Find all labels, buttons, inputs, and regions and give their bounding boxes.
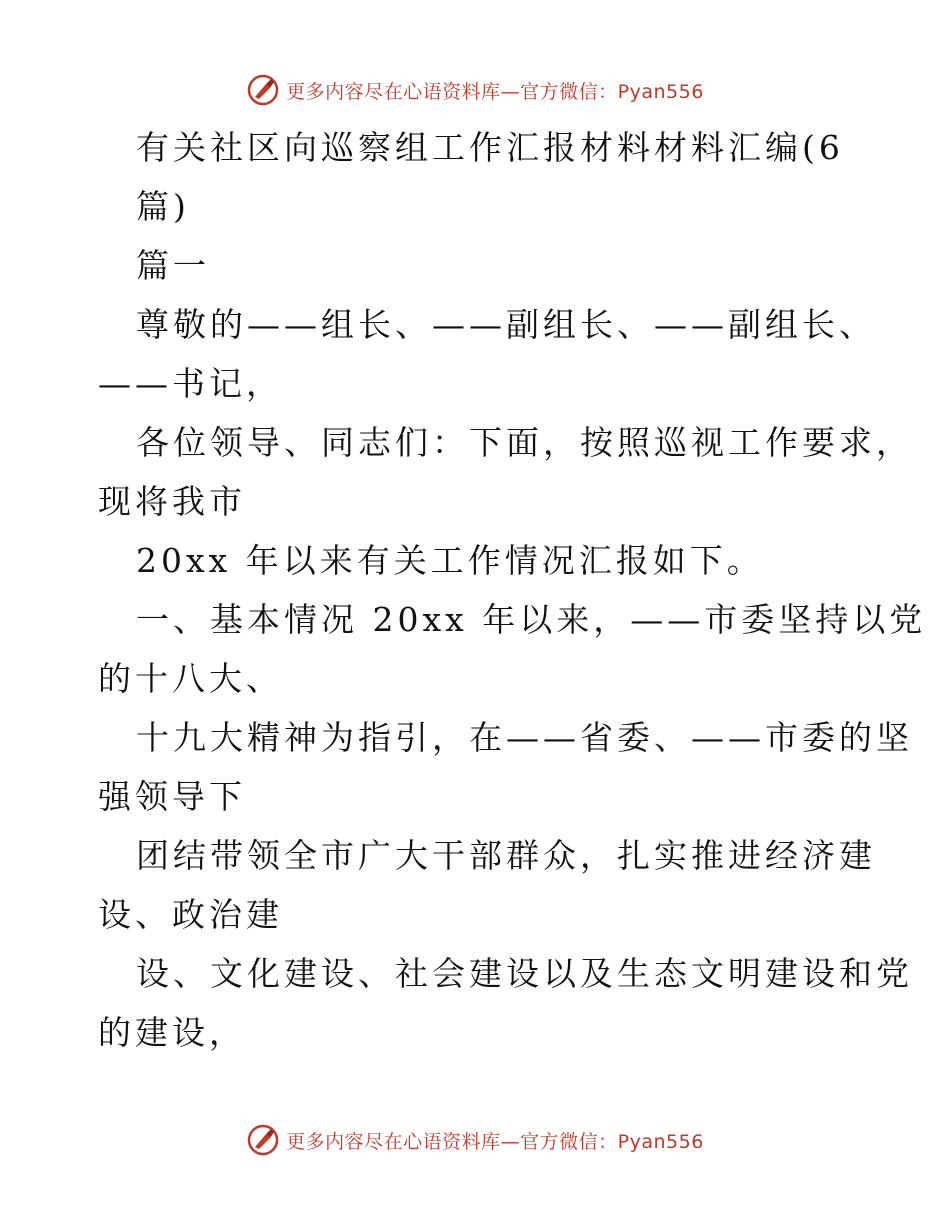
pen-nib-logo-icon — [246, 73, 280, 107]
text-line: 20xx 年以来有关工作情况汇报如下。 — [136, 541, 764, 580]
text-line: 篇) — [136, 187, 190, 226]
text-line: 设、文化建设、社会建设以及生态文明建设和党 — [136, 954, 913, 993]
text-line: 十九大精神为指引，在——省委、——市委的坚 — [136, 718, 913, 757]
text-line: 一、基本情况 20xx 年以来，——市委坚持以党 — [136, 600, 927, 639]
text-line: 的建设， — [98, 1013, 246, 1052]
header-banner — [0, 70, 950, 110]
text-line: ——书记， — [98, 364, 283, 403]
text-line: 现将我市 — [98, 482, 246, 521]
text-line: 的十八大、 — [98, 659, 283, 698]
text-line: 篇一 — [136, 246, 210, 285]
banner-text: 更多内容尽在心语资料库—官方微信：Pyan556 — [286, 1130, 704, 1153]
text-line: 各位领导、同志们：下面，按照巡视工作要求， — [136, 423, 913, 462]
banner-text: 更多内容尽在心语资料库—官方微信：Pyan556 — [286, 80, 704, 103]
footer-banner — [0, 1120, 950, 1160]
text-line: 尊敬的——组长、——副组长、——副组长、 — [136, 305, 876, 344]
text-line: 设、政治建 — [98, 895, 283, 934]
text-line: 强领导下 — [98, 777, 246, 816]
text-line: 团结带领全市广大干部群众，扎实推进经济建 — [136, 836, 876, 875]
text-line: 有关社区向巡察组工作汇报材料材料汇编(6 — [136, 128, 844, 167]
document-body — [98, 118, 927, 1062]
pen-nib-logo-icon — [246, 1123, 280, 1157]
